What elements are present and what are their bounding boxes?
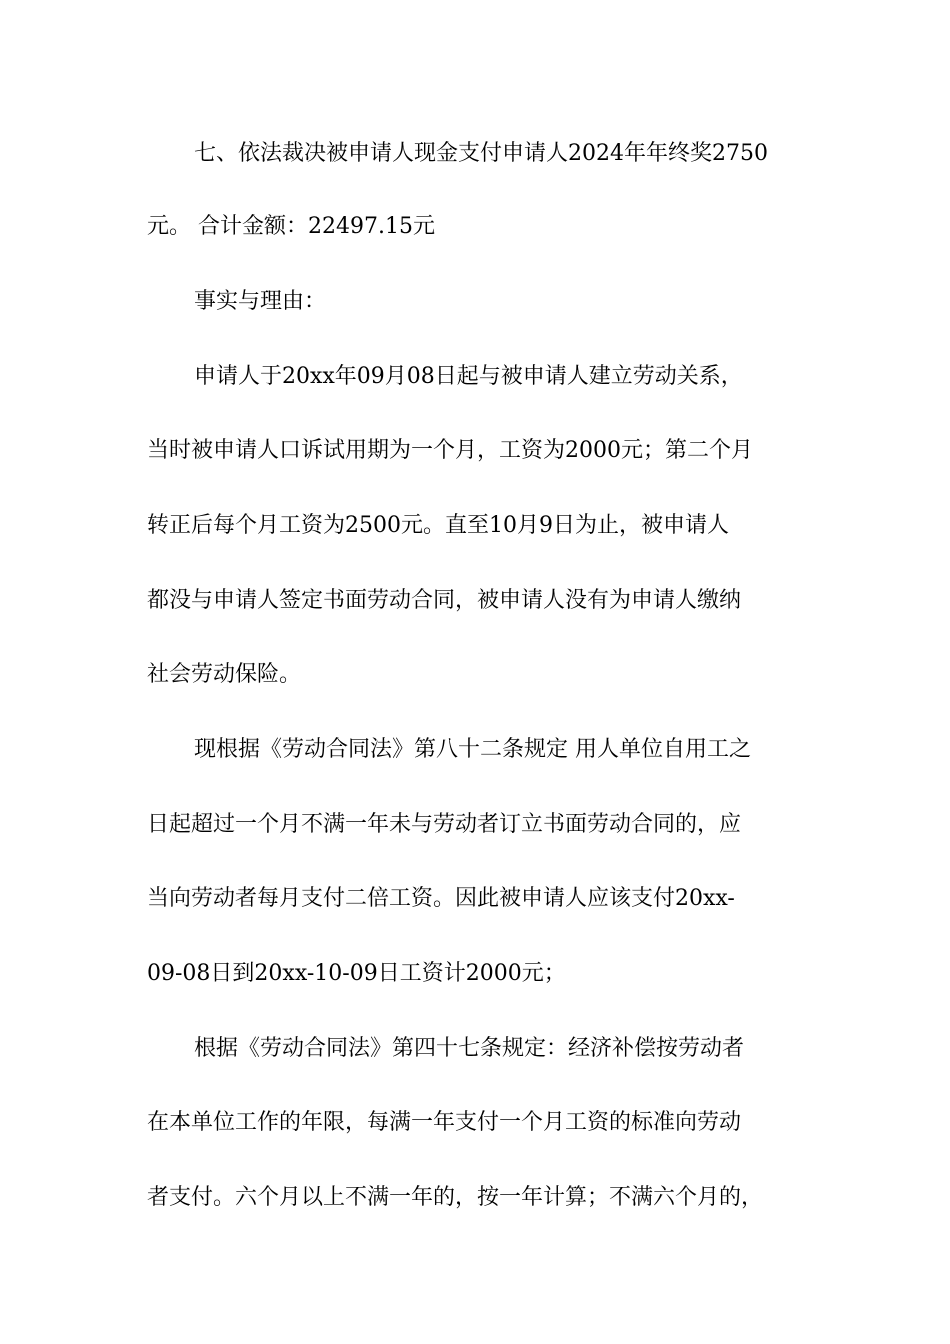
- paragraph-line: 元。 合计金额：22497.15元: [147, 214, 435, 239]
- paragraph-line: 根据《劳动合同法》第四十七条规定：经济补偿按劳动者: [194, 1036, 745, 1061]
- paragraph-line: 当时被申请人口诉试用期为一个月，工资为2000元；第二个月: [147, 438, 753, 463]
- paragraph-line: 在本单位工作的年限，每满一年支付一个月工资的标准向劳动: [147, 1110, 742, 1135]
- paragraph-line: 转正后每个月工资为2500元。直至10月9日为止，被申请人: [147, 513, 729, 538]
- paragraph-line: 七、依法裁决被申请人现金支付申请人2024年年终奖2750: [194, 141, 768, 166]
- paragraph-line: 者支付。六个月以上不满一年的，按一年计算；不满六个月的，: [147, 1185, 764, 1210]
- paragraph-line: 日起超过一个月不满一年未与劳动者订立书面劳动合同的，应: [147, 812, 742, 837]
- paragraph-line: 当向劳动者每月支付二倍工资。因此被申请人应该支付20xx-: [147, 886, 735, 911]
- paragraph-line: 现根据《劳动合同法》第八十二条规定 用人单位自用工之: [194, 737, 751, 762]
- section-heading: 事实与理由：: [194, 289, 327, 314]
- paragraph-line: 申请人于20xx年09月08日起与被申请人建立劳动关系，: [194, 364, 743, 389]
- paragraph-line: 都没与申请人签定书面劳动合同，被申请人没有为申请人缴纳: [147, 588, 742, 613]
- paragraph-line: 09-08日到20xx-10-09日工资计2000元；: [147, 961, 566, 986]
- paragraph-line: 社会劳动保险。: [147, 662, 302, 687]
